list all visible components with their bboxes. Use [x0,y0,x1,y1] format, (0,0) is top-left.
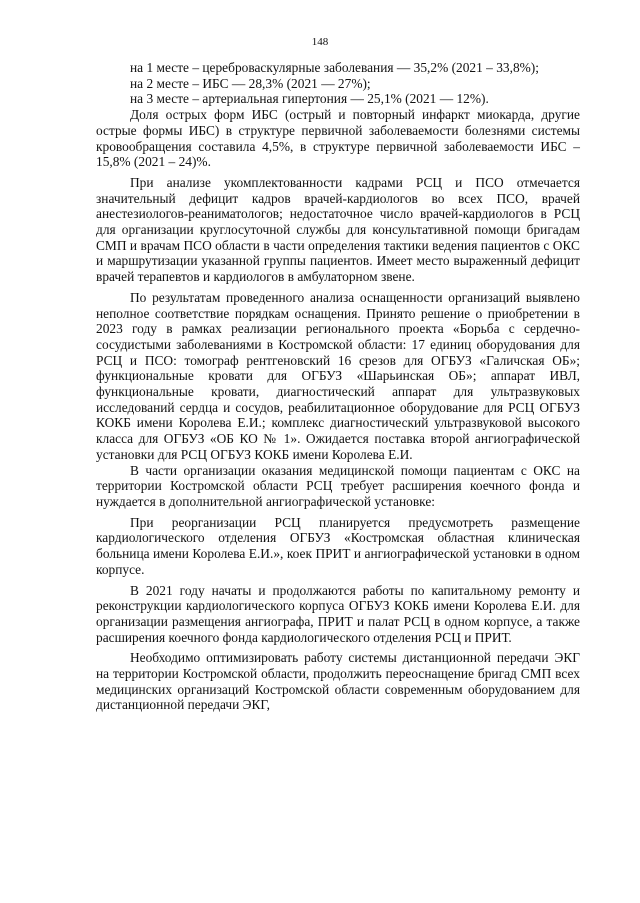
paragraph-reorganization: При реорганизации РСЦ планируется предусмотреть размещение кардиологического отделения ОГБУЗ «Костромская областная клиническая больница имени Королева Е.И.», коек ПРИТ и ангиографической установки в одном корпусе. [96,514,580,577]
paragraph-reconstruction: В 2021 году начаты и продолжаются работы по капитальному ремонту и реконструкции кардиологического корпуса ОГБУЗ КОКБ имени Королева Е.И. для организации размещения ангиографа, ПРИТ и палат РСЦ в одном корпусе, а также расширения коечного фонда кардиологического отделения РСЦ и ПРИТ. [96,582,580,645]
page-number: 148 [311,36,329,48]
paragraph-oks-care: В части организации оказания медицинской помощи пациентам с ОКС на территории Костромской области РСЦ требует расширения коечного фонда и нуждается в дополнительной ангиографической установке: [96,462,580,509]
paragraph-staffing: При анализе укомплектованности кадрами РСЦ и ПСО отмечается значительный дефицит кадров врачей-кардиологов во всех ПСО, врачей анестезиологов-реаниматологов; недостаточное число врачей-кардиологов в РСЦ для организации круглосуточной службы для консультативной помощи бригадам СМП и врачам ПСО области в части определения тактики ведения пациентов с ОКС и маршрутизации указанной группы пациентов. Имеет место выраженный дефицит врачей терапевтов и кардиологов в амбулаторном звене. [96,174,580,285]
list-item-first-place: на 1 месте – цереброваскулярные заболевания — 35,2% (2021 – 33,8%); [130,60,539,75]
list-item-second-place: на 2 месте – ИБС — 28,3% (2021 — 27%); [130,75,371,91]
paragraph-ecg-transmission: Необходимо оптимизировать работу системы дистанционной передачи ЭКГ на территории Костромской области, продолжить переоснащение бригад СМП всех медицинских организаций Костромской области современным оборудованием для дистанционной передачи ЭКГ, [96,650,580,713]
paragraph-equipment: По результатам проведенного анализа оснащенности организаций выявлено неполное соответствие порядкам оснащения. Принято решение о приобретении в 2023 году в рамках реализации регионального проекта «Борьба с сердечно-сосудистыми заболеваниями в Костромской области: 17 единиц оборудования для РСЦ и ПСО: томограф рентгеновский 16 срезов для ОГБУЗ «Галичская ОБ»; функциональные кровати для ОГБУЗ «Шарьинская ОБ»; аппарат ИВЛ, функциональные кровати, диагностический аппарат для ультразвуковых исследований сердца и сосудов, реабилитационное оборудование для РСЦ ОГБУЗ КОКБ имени Королева Е.И.; комплекс диагностический ультразвуковой высокого класса для ОГБУЗ «ОБ КО № 1». Ожидается поставка второй ангиографической установки для РСЦ ОГБУЗ КОКБ имени Королева Е.И. [96,289,580,462]
document-body [96,60,580,713]
paragraph-acute-ihd-share: Доля острых форм ИБС (острый и повторный инфаркт миокарда, другие острые формы ИБС) в структуре первичной заболеваемости болезнями системы кровообращения составила 4,5%, в структуре первичной заболеваемости ИБС –15,8% (2021 – 24)%. [96,107,580,170]
list-item-third-place: на 3 месте – артериальная гипертония — 25,1% (2021 — 12%). [130,91,489,107]
